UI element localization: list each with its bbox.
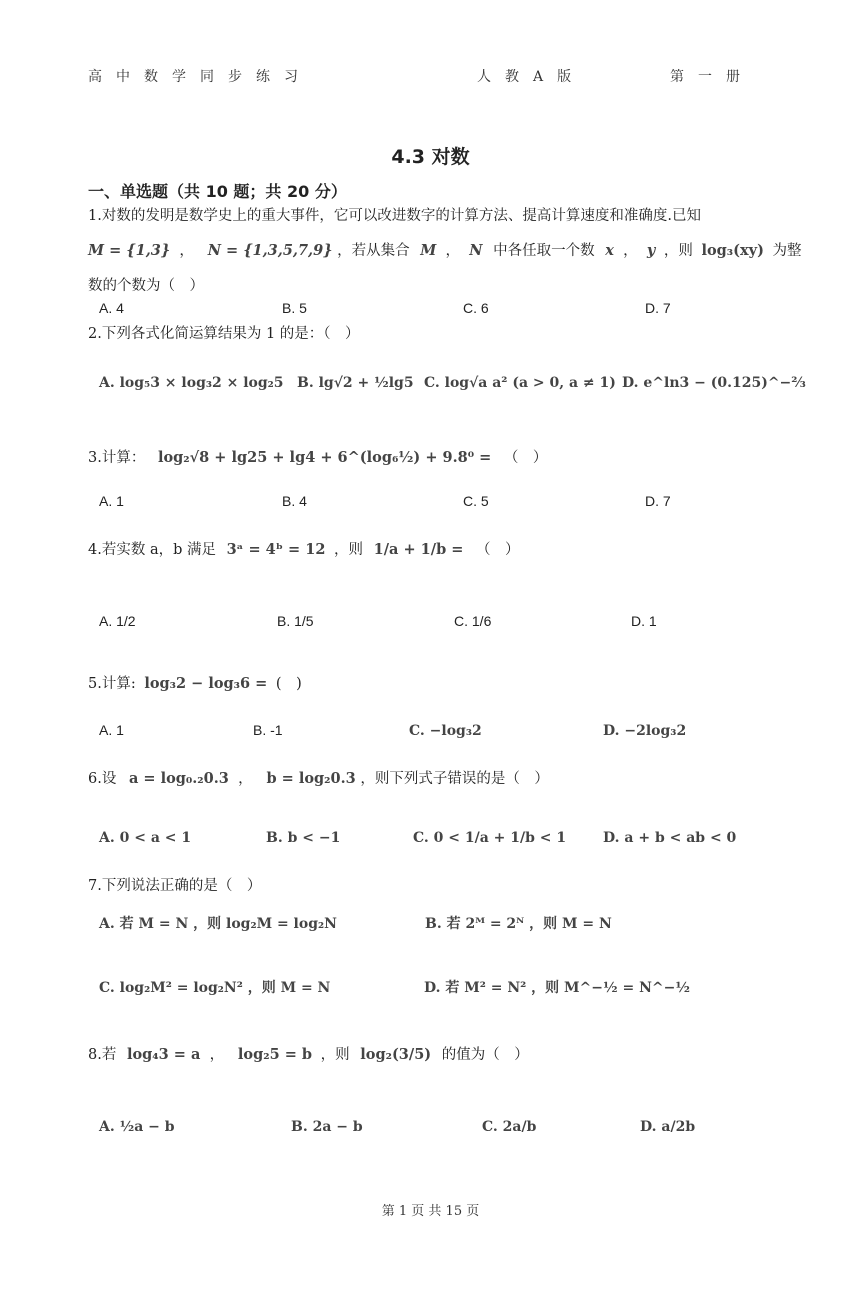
q6-option-d[interactable]: D. a + b < ab < 0 <box>603 830 737 846</box>
q2-option-a[interactable]: A. log₅3 × log₃2 × log₂5 <box>99 375 284 391</box>
q5-option-d[interactable]: D. −2log₃2 <box>603 723 687 739</box>
header-left: 高 中 数 学 同 步 练 习 <box>88 69 298 85</box>
question-6-stem: 6.设 a = log₀.₂0.3 ， b = log₂0.3 ，则下列式子错误的是（ ） <box>88 770 549 787</box>
q4-option-c[interactable]: C. 1/6 <box>454 613 492 629</box>
q6-option-b[interactable]: B. b < −1 <box>266 830 341 846</box>
q3-option-c[interactable]: C. 5 <box>463 493 489 509</box>
q8-option-c[interactable]: C. 2a/b <box>482 1119 537 1135</box>
q7-option-a[interactable]: A. 若 M = N ，则 log₂M = log₂N <box>99 916 337 932</box>
q1-option-a[interactable]: A. 4 <box>99 300 124 316</box>
question-1-line-2: M = {1,3} ， N = {1,3,5,7,9} ，若从集合 M ， N 中各任取一个数 x ， y ，则 log₃(xy) 为整 <box>88 242 802 259</box>
q5-option-b[interactable]: B. -1 <box>253 722 283 738</box>
q3-option-a[interactable]: A. 1 <box>99 493 124 509</box>
question-8-stem: 8.若 log₄3 = a ， log₂5 = b ，则 log₂(3/5) 的值为（ ） <box>88 1046 529 1063</box>
question-4-stem: 4.若实数 a，b 满足 3ᵃ = 4ᵇ = 12 ，则 1/a + 1/b = （ ） <box>88 541 520 558</box>
q1-option-d[interactable]: D. 7 <box>645 300 671 316</box>
q1-option-c[interactable]: C. 6 <box>463 300 489 316</box>
header-middle: 人 教 A 版 <box>477 69 572 85</box>
q7-option-b[interactable]: B. 若 2ᴹ = 2ᴺ ，则 M = N <box>425 916 612 932</box>
q3-option-b[interactable]: B. 4 <box>282 493 307 509</box>
question-2-stem: 2.下列各式化简运算结果为 1 的是：（ ） <box>88 326 360 342</box>
question-1-line-3: 数的个数为（ ） <box>88 278 204 294</box>
q4-option-d[interactable]: D. 1 <box>631 613 657 629</box>
set-m-def: M = {1,3} <box>88 242 171 259</box>
q5-option-a[interactable]: A. 1 <box>99 722 124 738</box>
q4-option-a[interactable]: A. 1/2 <box>99 613 136 629</box>
q2-option-b[interactable]: B. lg√2 + ½lg5 <box>297 375 414 391</box>
q2-option-d[interactable]: D. e^ln3 − (0.125)^−⅔ <box>622 375 806 391</box>
q5-option-c[interactable]: C. −log₃2 <box>409 723 482 739</box>
question-5-stem: 5.计算: log₃2 − log₃6 = ( ) <box>88 675 302 692</box>
q8-option-b[interactable]: B. 2a − b <box>291 1119 363 1135</box>
page-title: 4.3 对数 <box>391 146 470 168</box>
q3-expression: log₂√8 + lg25 + lg4 + 6^(log₆½) + 9.8⁰ = <box>157 449 492 466</box>
question-7-stem: 7.下列说法正确的是（ ） <box>88 878 262 894</box>
question-3-stem: 3.计算： log₂√8 + lg25 + lg4 + 6^(log₆½) + 9.8⁰ = （ ） <box>88 449 548 466</box>
q2-option-c[interactable]: C. log√a a² (a > 0, a ≠ 1) <box>424 375 616 391</box>
header-right: 第 一 册 <box>670 69 740 85</box>
q7-option-d[interactable]: D. 若 M² = N² ，则 M^−½ = N^−½ <box>424 980 690 996</box>
set-n-def: N = {1,3,5,7,9} <box>207 242 333 259</box>
q8-option-a[interactable]: A. ½a − b <box>99 1119 175 1135</box>
q8-option-d[interactable]: D. a/2b <box>640 1119 696 1135</box>
q6-option-c[interactable]: C. 0 < 1/a + 1/b < 1 <box>413 830 567 846</box>
q6-option-a[interactable]: A. 0 < a < 1 <box>99 830 192 846</box>
section-heading: 一、单选题（共 10 题；共 20 分） <box>88 182 347 201</box>
q1-option-b[interactable]: B. 5 <box>282 300 307 316</box>
q7-option-c[interactable]: C. log₂M² = log₂N² ，则 M = N <box>99 980 331 996</box>
question-1-line-1: 1.对数的发明是数学史上的重大事件，它可以改进数字的计算方法、提高计算速度和准确度.已知 <box>88 208 701 224</box>
q4-option-b[interactable]: B. 1/5 <box>277 613 314 629</box>
q3-option-d[interactable]: D. 7 <box>645 493 671 509</box>
page-footer: 第 1 页 共 15 页 <box>381 1204 480 1219</box>
